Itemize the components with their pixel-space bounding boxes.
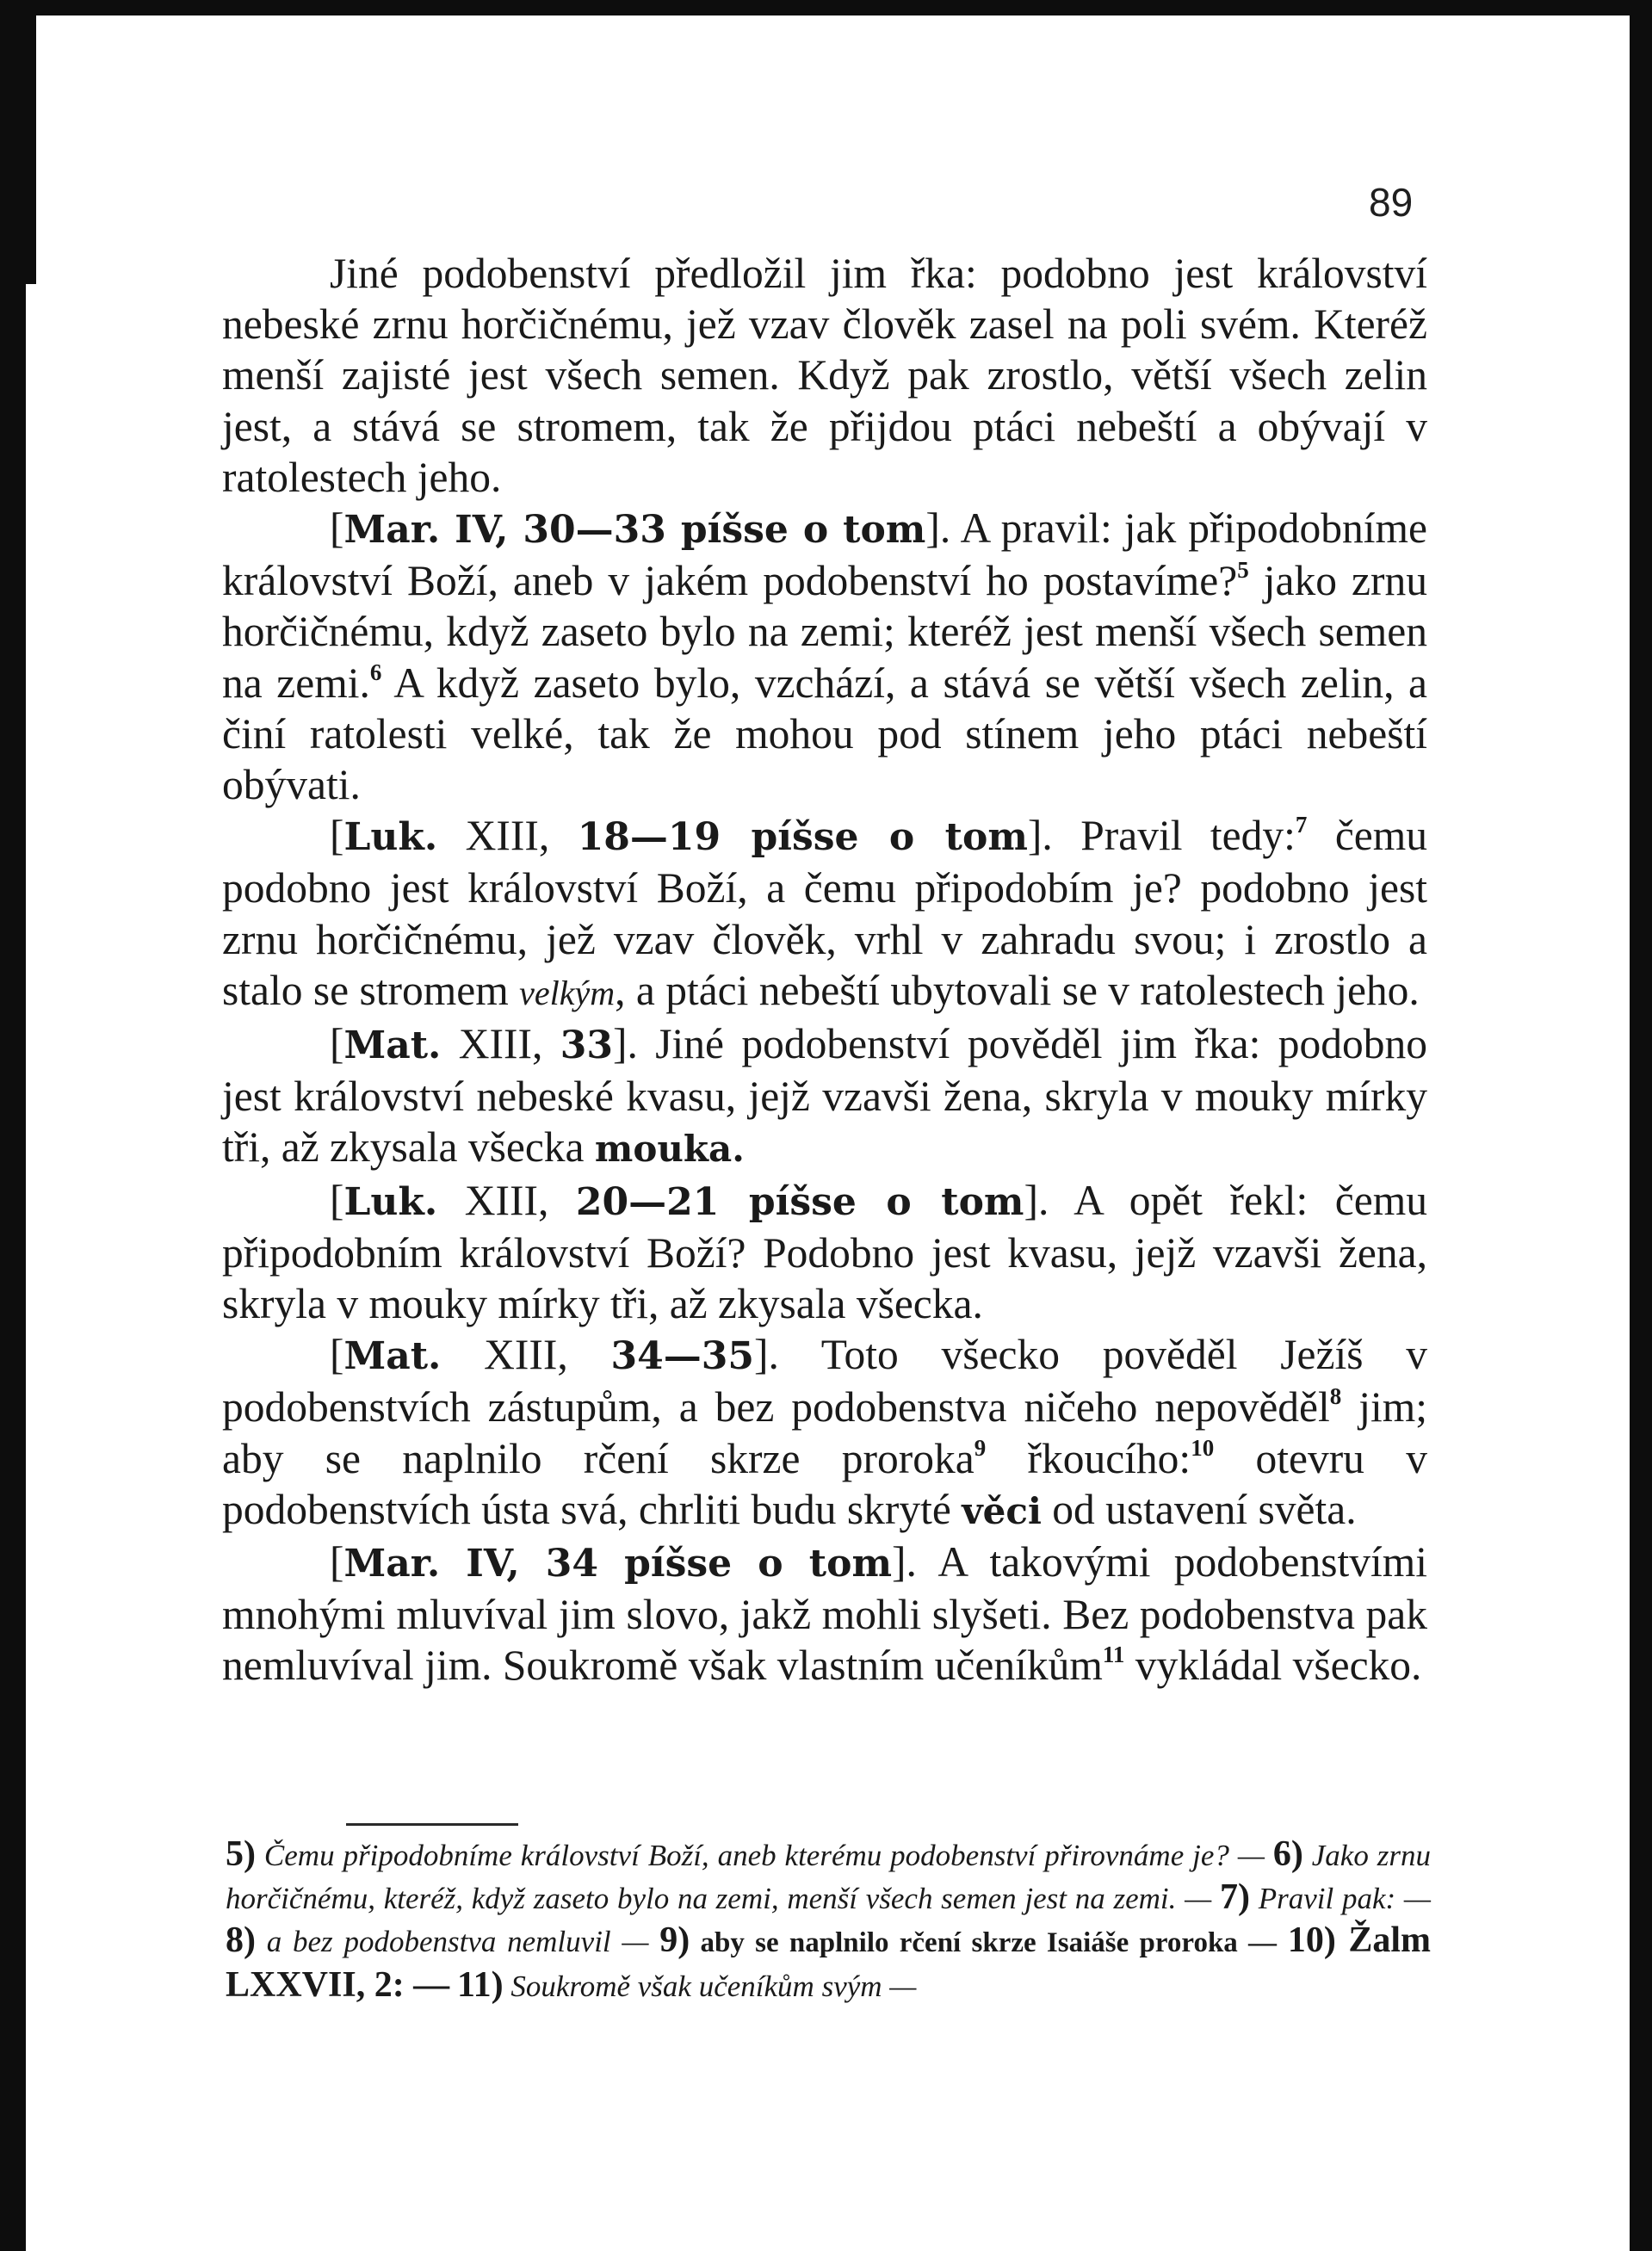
paragraph-5-text: A opět řekl: čemu připodobním království Boží? Podobno jest kvasu, jejž vzavši žena, skryla v mouky mírky tři, až zkysala všecka. [222, 1176, 1427, 1328]
blackletter-word: mouka. [594, 1128, 745, 1171]
footnote-number: 9) [659, 1920, 690, 1960]
paragraph-7-text: vykládal všecko. [1124, 1642, 1422, 1690]
footnotes [226, 1834, 1431, 2007]
footnote-number: 7) [1220, 1877, 1250, 1917]
footnote-text: Žalm LXXVII, 2: — [226, 1920, 1432, 2005]
page-number: 89 [1369, 180, 1414, 225]
paragraph-2-text: jako zrnu horčičnému, když zaseto bylo na zemi; kteréž jest menší všech semen na zemi. [222, 557, 1427, 707]
footnote-marker: 11 [1102, 1642, 1125, 1668]
footnote-marker: 10 [1191, 1434, 1215, 1461]
scripture-reference: 18—19 píšse o tom [577, 815, 1028, 860]
footnote-marker: 9 [974, 1434, 987, 1461]
paragraph-6 [222, 1329, 1427, 1537]
ref-bracket: [ [330, 1020, 344, 1068]
paragraph-5 [222, 1175, 1427, 1330]
footnote-number: 11) [456, 1965, 504, 2005]
scripture-reference: Mar. IV, 34 píšse o tom [343, 1542, 893, 1586]
paragraph-6-text: Toto všecko pověděl Ježíš v podobenstvích zástupům, a bez podobenstva ničeho nepověděl [222, 1331, 1428, 1432]
footnote-text: Soukromě však učeníkům svým — [503, 1970, 917, 2003]
footnote-number: 5) [226, 1834, 256, 1874]
paragraph-1-text: Jiné podobenství předložil jim řka: podobno jest království nebeské zrnu horčičnému, jež vzav člověk zasel na poli svém. Kteréž menší zajisté jest všech semen. Když pak zrostlo, větší všech zelin jest, a stává se stromem, tak že přijdou ptáci nebeští a obývají v ratolestech jeho. [222, 250, 1427, 501]
scripture-reference: XIII, [441, 1331, 611, 1379]
paragraph-7 [222, 1537, 1427, 1691]
footnote-rule [346, 1823, 518, 1826]
scripture-reference: Mat. [343, 1334, 442, 1379]
footnote-number: 6) [1272, 1834, 1303, 1874]
scan-border-right [1630, 0, 1652, 2251]
ref-bracket: ]. [1027, 812, 1081, 860]
paragraph-3-text: Pravil tedy: [1080, 812, 1296, 860]
paragraph-3 [222, 810, 1427, 1018]
footnote-marker: 6 [369, 659, 382, 685]
scripture-reference: 33 [560, 1023, 613, 1068]
scripture-reference: Mat. [343, 1023, 442, 1068]
paragraph-7-text: A takovými podobenstvími mnohými mluvíval jim slovo, jakž mohli slyšeti. Bez podobenstva pak nemluvíval jim. Soukromě však vlastním učeníkům [222, 1538, 1427, 1690]
footnote-marker: 5 [1237, 557, 1249, 584]
footnote-text: Pravil pak: — [1250, 1882, 1432, 1915]
ref-bracket: ]. [613, 1020, 656, 1068]
paragraph-3-text: , a ptáci nebeští ubytovali se v ratolestech jeho. [615, 966, 1420, 1014]
ref-bracket: [ [330, 1331, 344, 1379]
footnote-text: a bez podobenstva nemluvil — [256, 1925, 649, 1958]
blackletter-word: věci [962, 1489, 1042, 1532]
footnote-marker: 7 [1295, 812, 1308, 838]
ref-bracket: ]. [753, 1331, 821, 1379]
scripture-reference: Luk. [343, 1179, 438, 1224]
scan-border-left-inner [26, 0, 36, 284]
paragraph-6-text: jim; aby se naplnilo rčení skrze proroka [222, 1383, 1427, 1482]
main-text [222, 248, 1427, 1691]
paragraph-4-text: Jiné podobenství pověděl jim řka: podobno jest království nebeské kvasu, jejž vzavši žena, skryla v mouky mírky tři, až zkysala všecka [222, 1020, 1428, 1172]
footnote-marker: 8 [1329, 1383, 1342, 1410]
scripture-reference: XIII, [437, 812, 578, 860]
ref-bracket: ]. [925, 504, 961, 553]
paragraph-4 [222, 1018, 1427, 1175]
scan-border-top [0, 0, 1652, 15]
paragraph-6-text: otevru v podobenstvích ústa svá, chrliti budu skryté [222, 1434, 1427, 1533]
ref-bracket: [ [330, 1176, 344, 1224]
footnote-number: 10) [1287, 1920, 1336, 1960]
paragraph-2 [222, 503, 1427, 810]
scripture-reference: XIII, [437, 1176, 576, 1224]
scan-border-left [0, 0, 26, 2251]
paragraph-3-text: čemu podobno jest království Boží, a čemu připodobím je? podobno jest zrnu horčičnému, jež vzav člověk, vrhl v zahradu svou; i zrostlo a stalo se stromem [222, 812, 1428, 1014]
scripture-reference: XIII, [441, 1020, 560, 1068]
paragraph-2-text: A když zaseto bylo, vzchází, a stává se větší všech zelin, a činí ratolesti velké, tak že mohou pod stínem jeho ptáci nebeští obývati. [222, 659, 1428, 809]
footnote-text: Čemu připodobníme království Boží, aneb kterému podobenství přirovnáme je? — [256, 1839, 1265, 1872]
footnote-text: Jako zrnu horčičnému, kteréž, když zaseto bylo na zemi, menší všech semen jest na zemi. — [226, 1839, 1431, 1915]
scripture-reference: 34—35 [610, 1334, 754, 1379]
ref-bracket: [ [330, 504, 344, 553]
scripture-reference: Mar. IV, 30—33 píšse o tom [343, 508, 926, 553]
footnote-text: aby se naplnilo rčení skrze Isaiáše proroka — [690, 1927, 1278, 1958]
scripture-reference: 20—21 píšse o tom [575, 1179, 1024, 1224]
ref-bracket: [ [330, 1538, 344, 1586]
scripture-reference: Luk. [343, 815, 438, 860]
italic-word: velkým [519, 973, 616, 1012]
paragraph-1 [222, 248, 1427, 503]
ref-bracket: [ [330, 812, 344, 860]
paragraph-6-text: řkoucího: [986, 1434, 1191, 1482]
footnote-number: 8) [226, 1920, 256, 1960]
paragraph-2-text: A pravil: jak připodobníme království Boží, aneb v jakém podobenství ho postavíme? [222, 504, 1427, 605]
ref-bracket: ]. [1024, 1176, 1074, 1224]
ref-bracket: ]. [892, 1538, 938, 1586]
paragraph-6-text: od ustavení světa. [1041, 1485, 1357, 1533]
